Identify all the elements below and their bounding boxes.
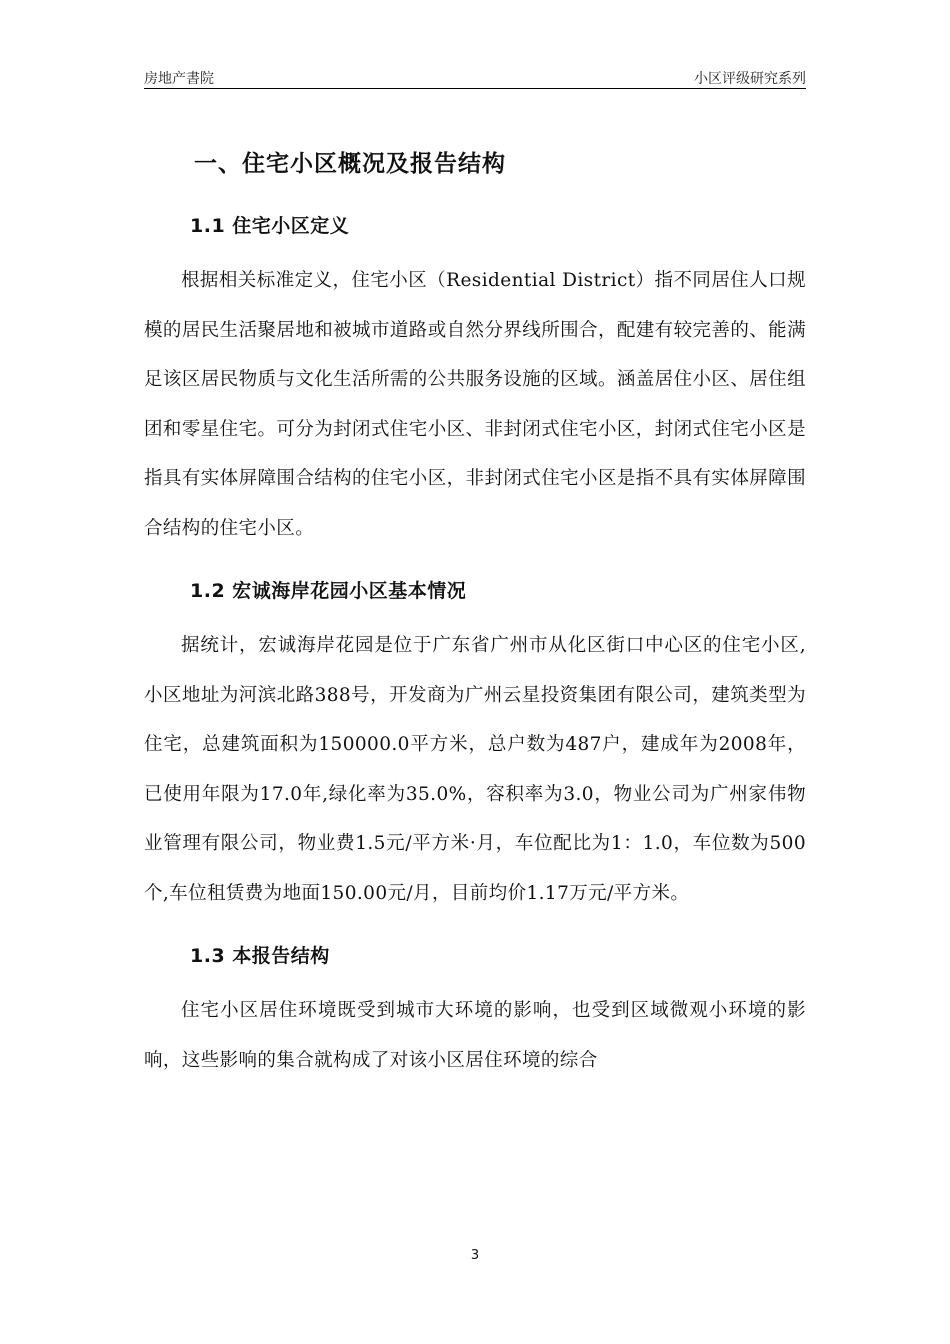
page-body	[144, 140, 806, 1085]
section-paragraph-1-3: 住宅小区居住环境既受到城市大环境的影响，也受到区域微观小环境的影响，这些影响的集合就构成了对该小区居住环境的综合	[144, 1000, 806, 1071]
section-heading-1-1: 1.1 住宅小区定义	[190, 215, 350, 237]
chapter-title: 一、住宅小区概况及报告结构	[194, 151, 506, 177]
section-heading-1-3: 1.3 本报告结构	[190, 945, 330, 967]
header-series-title: 小区评级研究系列	[694, 71, 806, 87]
header-publisher: 房地产書院	[144, 71, 214, 87]
section-paragraph-1-2: 据统计，宏诚海岸花园是位于广东省广州市从化区街口中心区的住宅小区,小区地址为河滨北路388号，开发商为广州云星投资集团有限公司，建筑类型为住宅，总建筑面积为150000.0平方米，总户数为487户，建成年为2008年，已使用年限为17.0年,绿化率为35.0%，容积率为3.0，物业公司为广州家伟物业管理有限公司，物业费1.5元/平方米·月，车位配比为1：1.0，车位数为500个,车位租赁费为地面150.00元/月，目前均价1.17万元/平方米。	[144, 635, 806, 904]
page-header	[144, 64, 806, 89]
section-heading-1-2: 1.2 宏诚海岸花园小区基本情况	[190, 580, 467, 602]
section-paragraph-1-1: 根据相关标准定义，住宅小区（Residential District）指不同居住人口规模的居民生活聚居地和被城市道路或自然分界线所围合，配建有较完善的、能满足该区居民物质与文化生活所需的公共服务设施的区域。涵盖居住小区、居住组团和零星住宅。可分为封闭式住宅小区、非封闭式住宅小区，封闭式住宅小区是指具有实体屏障围合结构的住宅小区，非封闭式住宅小区是指不具有实体屏障围合结构的住宅小区。	[144, 270, 806, 539]
page-number: 3	[470, 1248, 480, 1263]
